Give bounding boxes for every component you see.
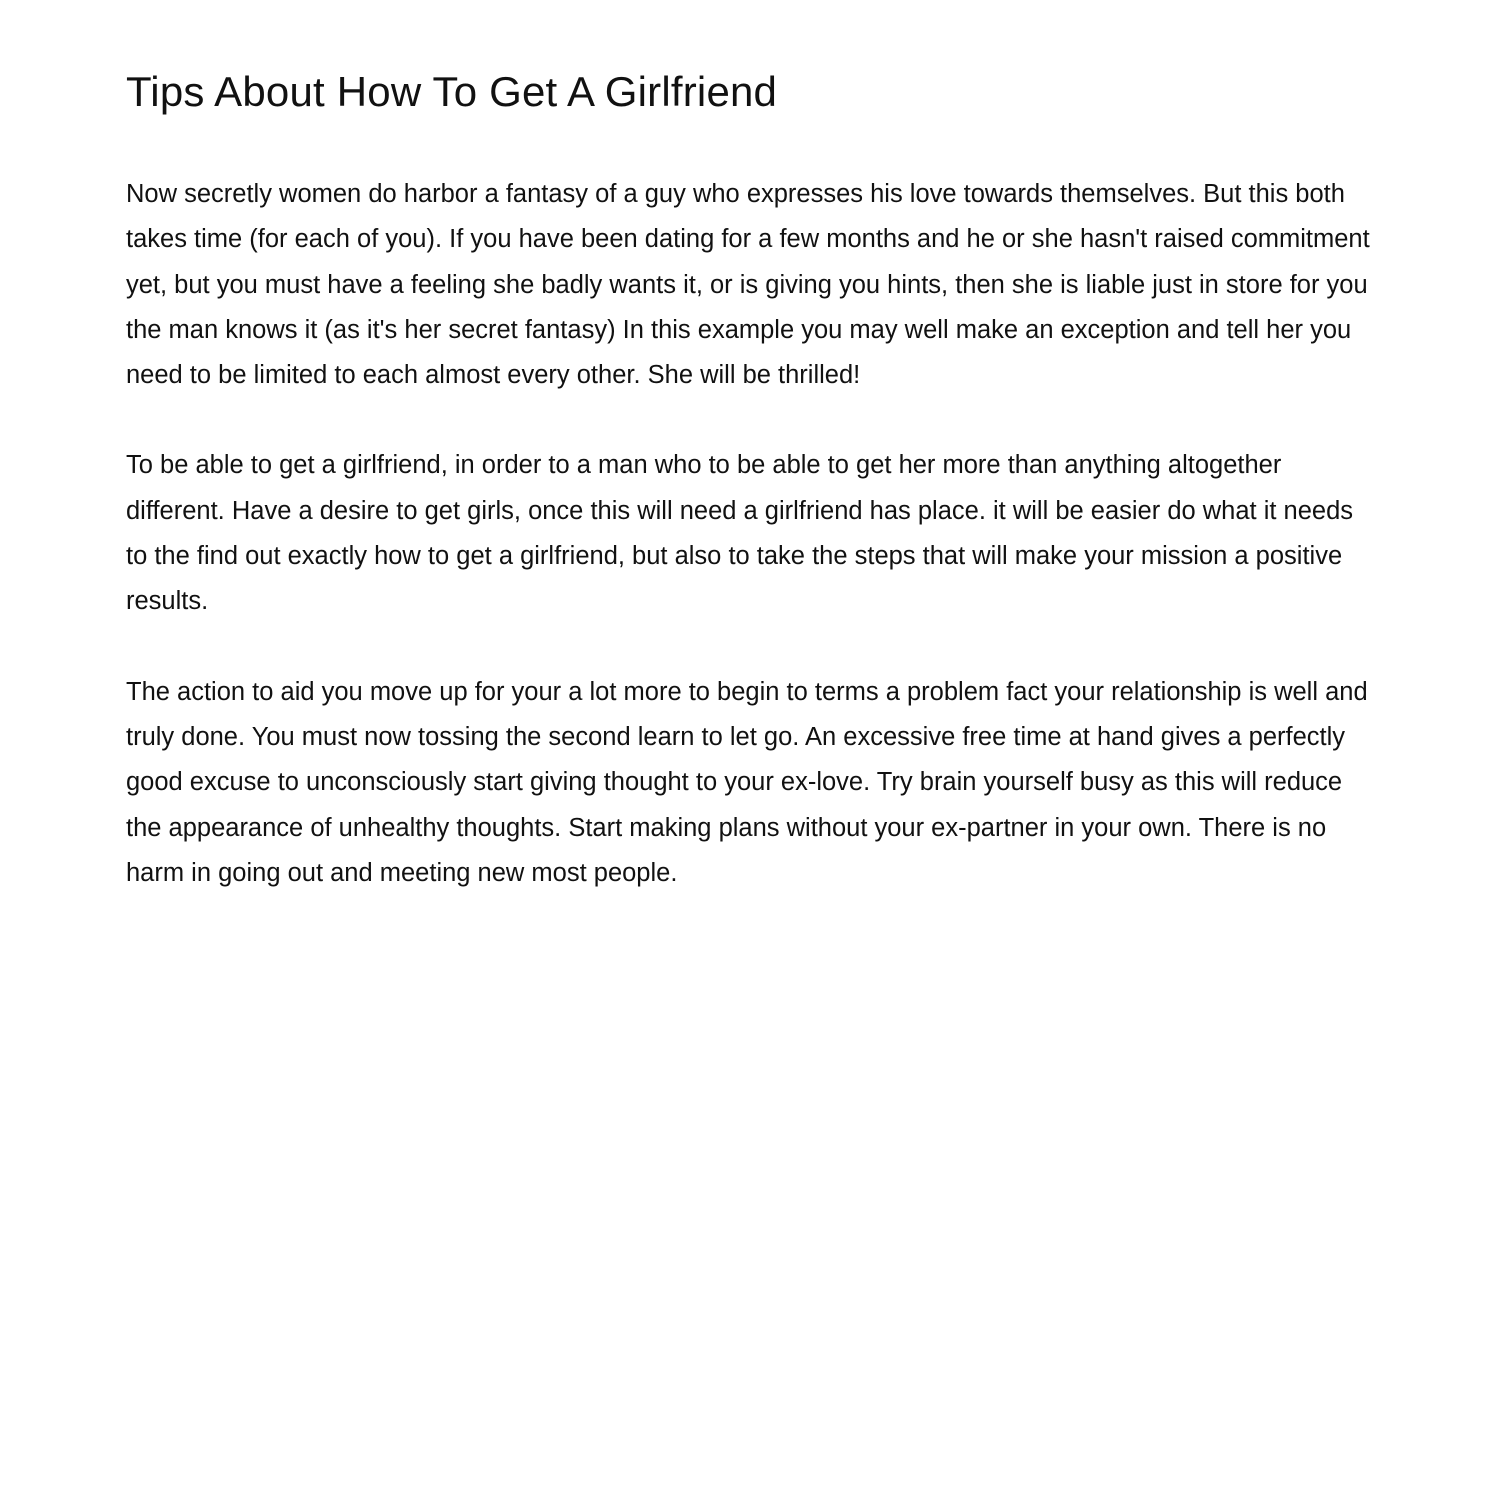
paragraph-3: The action to aid you move up for your a lot more to begin to terms a problem fact your relationship is well and truly done. You must now tossing the second learn to let go. An excessive free time at hand gives a perfectly good excuse to unconsciously start giving thought to your ex-love. Try brain yourself busy as this will reduce the appearance of unhealthy thoughts. Start making plans without your ex-partner in your own. There is no harm in going out and meeting new most people. xyxy=(126,677,1368,887)
paragraph-1: Now secretly women do harbor a fantasy of a guy who expresses his love towards themselves. But this both takes time (for each of you). If you have been dating for a few months and he or she hasn't raised commitment yet, but you must have a feeling she badly wants it, or is giving you hints, then she is liable just in store for you the man knows it (as it's her secret fantasy) In this example you may well make an exception and tell her you need to be limited to each almost every other. She will be thrilled! xyxy=(126,180,1370,390)
document-title: Tips About How To Get A Girlfriend xyxy=(126,68,778,115)
document-page xyxy=(126,62,1376,941)
paragraph-2: To be able to get a girlfriend, in order to a man who to be able to get her more than anything altogether different. Have a desire to get girls, once this will need a girlfriend has place. it will be easier do what it needs to the find out exactly how to get a girlfriend, but also to take the steps that will make your mission a positive results. xyxy=(126,451,1354,616)
